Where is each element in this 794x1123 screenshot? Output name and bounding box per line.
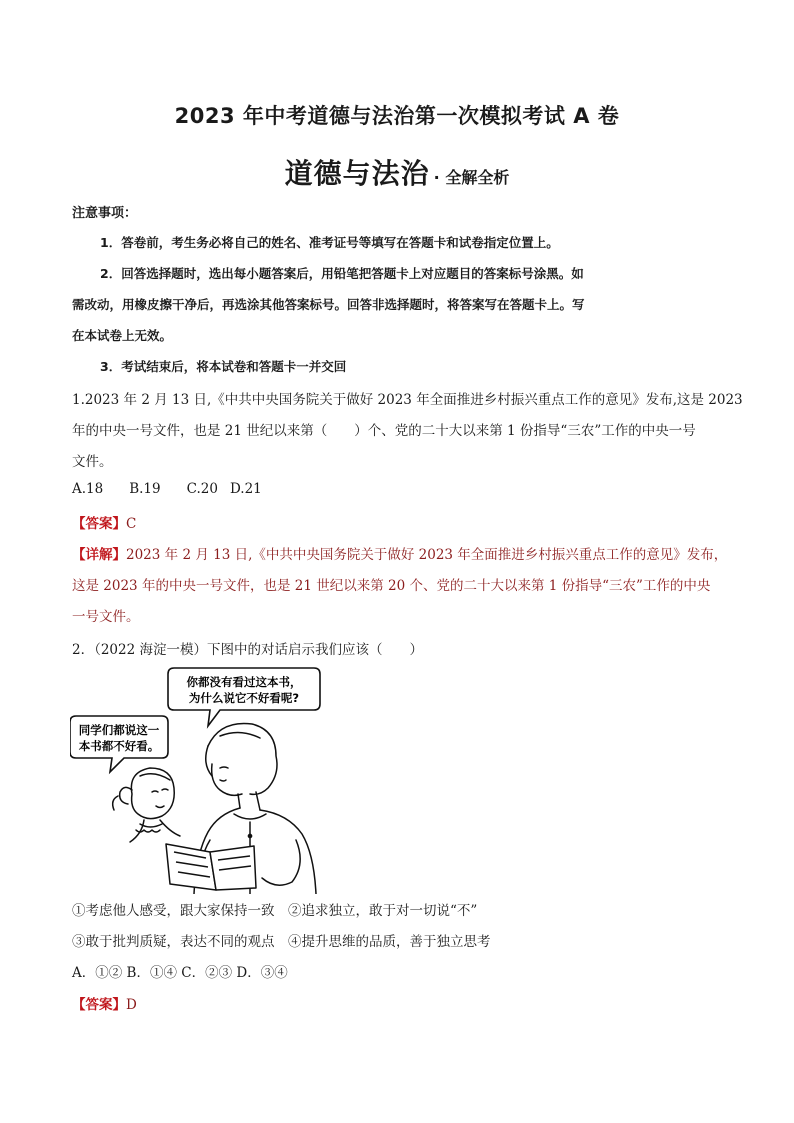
detail-text: 2023 年 2 月 13 日,《中共中央国务院关于做好 2023 年全面推进乡村振兴重点工作的意见》发布， <box>126 547 728 563</box>
q1-detail-line: 这是 2023 年的中央一号文件，也是 21 世纪以来第 20 个、党的二十大以来第 1 份指导“三农”工作的中央 <box>72 578 711 594</box>
mother-speech-line: 你都没有看过这本书， <box>186 675 302 689</box>
q2-choice-line: ①考虑他人感受，跟大家保持一致 ②追求独立，敢于对一切说“不” <box>72 903 478 919</box>
answer-value: C <box>126 516 137 532</box>
notice-heading: 注意事项： <box>72 206 138 221</box>
exam-title: 2023 年中考道德与法治第一次模拟考试 A 卷 <box>174 104 620 128</box>
answer-tag: 【答案】 <box>72 516 126 532</box>
notice-item: 1．答卷前，考生务必将自己的姓名、准考证号等填写在答题卡和试卷指定位置上。 <box>100 235 559 250</box>
mother-speech-line: 为什么说它不好看呢? <box>188 691 300 705</box>
q1-options <box>72 481 288 497</box>
q1-answer <box>72 512 136 532</box>
answer-tag: 【答案】 <box>72 997 126 1013</box>
detail-tag: 【详解】 <box>72 547 126 563</box>
q1-option-d: D.21 <box>229 481 262 497</box>
dialogue-illustration <box>70 664 330 894</box>
notice-item: 2．回答选择题时，选出每小题答案后，用铅笔把答题卡上对应题目的答案标号涂黑。如 <box>100 266 584 281</box>
q1-stem-line: 文件。 <box>72 454 113 470</box>
q1-detail-line: 一号文件。 <box>72 609 140 625</box>
notice-item: 3．考试结束后，将本试卷和答题卡一并交回 <box>100 359 347 374</box>
q2-answer <box>72 993 137 1013</box>
q1-detail-line <box>72 543 727 563</box>
q1-option-b: B.19 <box>129 481 161 497</box>
girl-speech-line: 同学们都说这一 <box>78 723 160 737</box>
subject-title: 道德与法治 <box>284 157 430 190</box>
q1-stem-line: 年的中央一号文件，也是 21 世纪以来第（ ）个、党的二十大以来第 1 份指导“三农”工作的中央一号 <box>72 423 696 439</box>
q2-choice-line: ③敢于批判质疑，表达不同的观点 ④提升思维的品质，善于独立思考 <box>72 934 491 950</box>
q1-option-a: A.18 <box>72 481 104 497</box>
q2-stem: 2．（2022 海淀一模）下图中的对话启示我们应该（ ） <box>72 642 423 658</box>
q2-options: A．①② B．①④ C．②③ D．③④ <box>72 965 288 981</box>
notice-item: 需改动，用橡皮擦干净后，再选涂其他答案标号。回答非选择题时，将答案写在答题卡上。写 <box>72 297 585 312</box>
subject-subtitle: · 全解全析 <box>433 168 510 187</box>
girl-speech-line: 本书都不好看。 <box>78 739 160 753</box>
q1-stem-line: 1.2023 年 2 月 13 日,《中共中央国务院关于做好 2023 年全面推进乡村振兴重点工作的意见》发布,这是 2023 <box>72 392 743 408</box>
subject-header <box>0 152 794 192</box>
q1-option-c: C.20 <box>186 481 218 497</box>
notice-item: 在本试卷上无效。 <box>72 328 173 343</box>
answer-value: D <box>126 997 137 1013</box>
